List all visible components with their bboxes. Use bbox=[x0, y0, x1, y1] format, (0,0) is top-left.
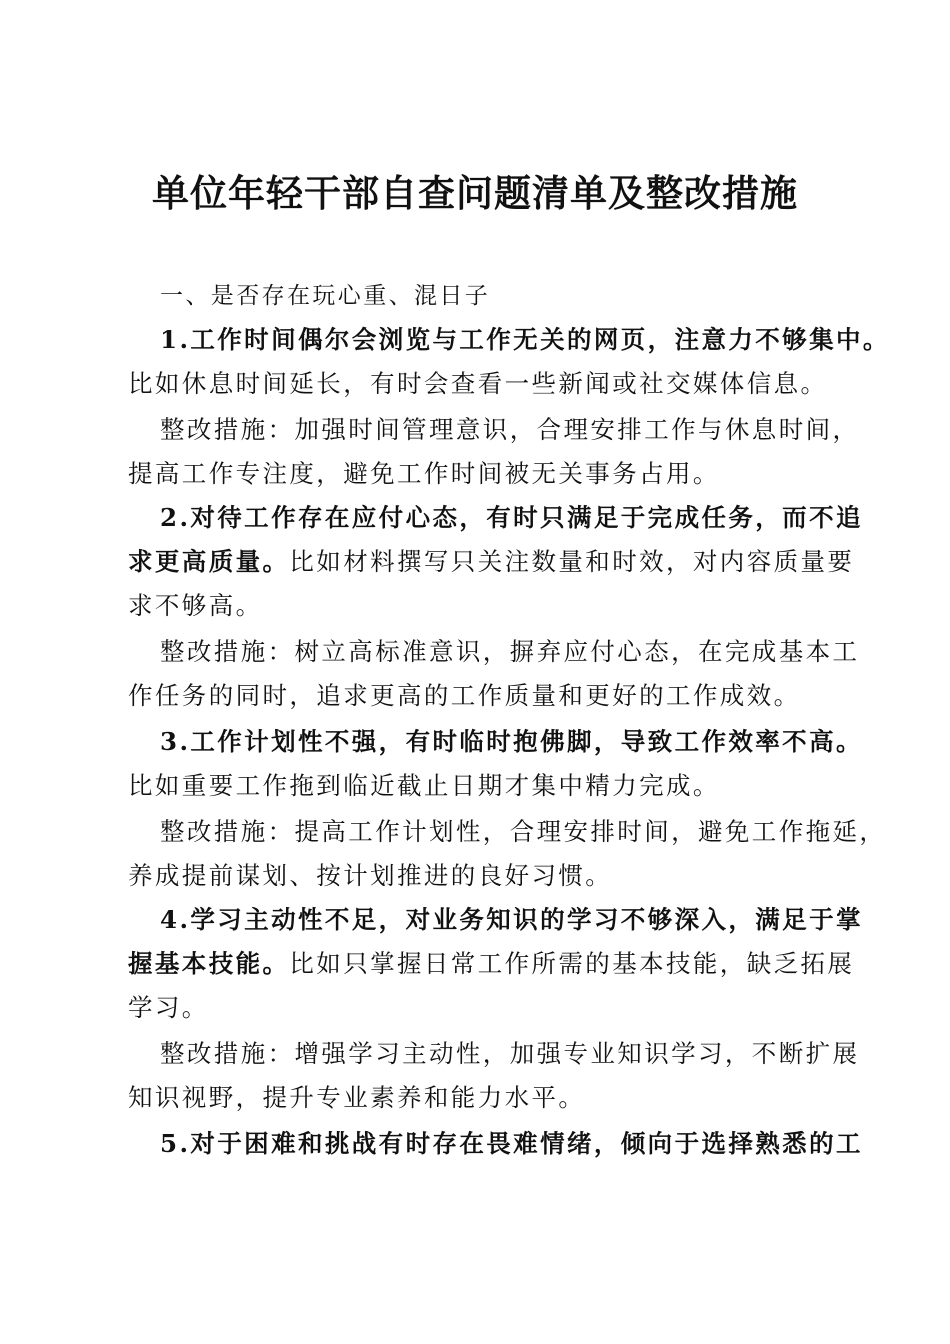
measure-3-line-2: 养成提前谋划、按计划推进的良好习惯。 bbox=[128, 861, 613, 890]
problem-2-line-1: 2.对待工作存在应付心态，有时只满足于完成任务，而不追 bbox=[160, 503, 863, 532]
section-heading: 一、是否存在玩心重、混日子 bbox=[160, 283, 491, 309]
measure-2-line-2: 作任务的同时，追求更高的工作质量和更好的工作成效。 bbox=[128, 681, 801, 710]
problem-4-bold-end: 握基本技能。 bbox=[128, 949, 290, 978]
problem-5-line-1: 5.对于困难和挑战有时存在畏难情绪，倾向于选择熟悉的工 bbox=[160, 1129, 863, 1158]
measure-3-line-1: 整改措施：提高工作计划性，合理安排时间，避免工作拖延， bbox=[160, 817, 887, 846]
document-title: 单位年轻干部自查问题清单及整改措施 bbox=[152, 171, 798, 215]
problem-2-line-2 bbox=[128, 542, 855, 582]
measure-2-line-1: 整改措施：树立高标准意识，摒弃应付心态，在完成基本工 bbox=[160, 637, 860, 666]
problem-4-line-1: 4.学习主动性不足，对业务知识的学习不够深入，满足于掌 bbox=[160, 905, 863, 934]
problem-4-detail-end: 学习。 bbox=[128, 993, 209, 1022]
measure-1-line-2: 提高工作专注度，避免工作时间被无关事务占用。 bbox=[128, 459, 720, 488]
problem-2-bold-end: 求更高质量。 bbox=[128, 547, 290, 576]
problem-3-line-1: 3.工作计划性不强，有时临时抱佛脚，导致工作效率不高。 bbox=[160, 727, 863, 756]
problem-1-line-1: 1.工作时间偶尔会浏览与工作无关的网页，注意力不够集中。 bbox=[160, 325, 890, 354]
measure-4-line-2: 知识视野，提升专业素养和能力水平。 bbox=[128, 1083, 586, 1112]
problem-4-line-2 bbox=[128, 944, 855, 984]
measure-1-line-1: 整改措施：加强时间管理意识，合理安排工作与休息时间， bbox=[160, 415, 860, 444]
problem-1-detail: 比如休息时间延长，有时会查看一些新闻或社交媒体信息。 bbox=[128, 369, 828, 398]
problem-3-detail: 比如重要工作拖到临近截止日期才集中精力完成。 bbox=[128, 771, 720, 800]
problem-2-detail-start: 比如材料撰写只关注数量和时效，对内容质量要 bbox=[289, 547, 855, 576]
measure-4-line-1: 整改措施：增强学习主动性，加强专业知识学习，不断扩展 bbox=[160, 1039, 860, 1068]
problem-4-detail-start: 比如只掌握日常工作所需的基本技能，缺乏拓展 bbox=[289, 949, 855, 978]
problem-2-detail-end: 求不够高。 bbox=[128, 591, 263, 620]
